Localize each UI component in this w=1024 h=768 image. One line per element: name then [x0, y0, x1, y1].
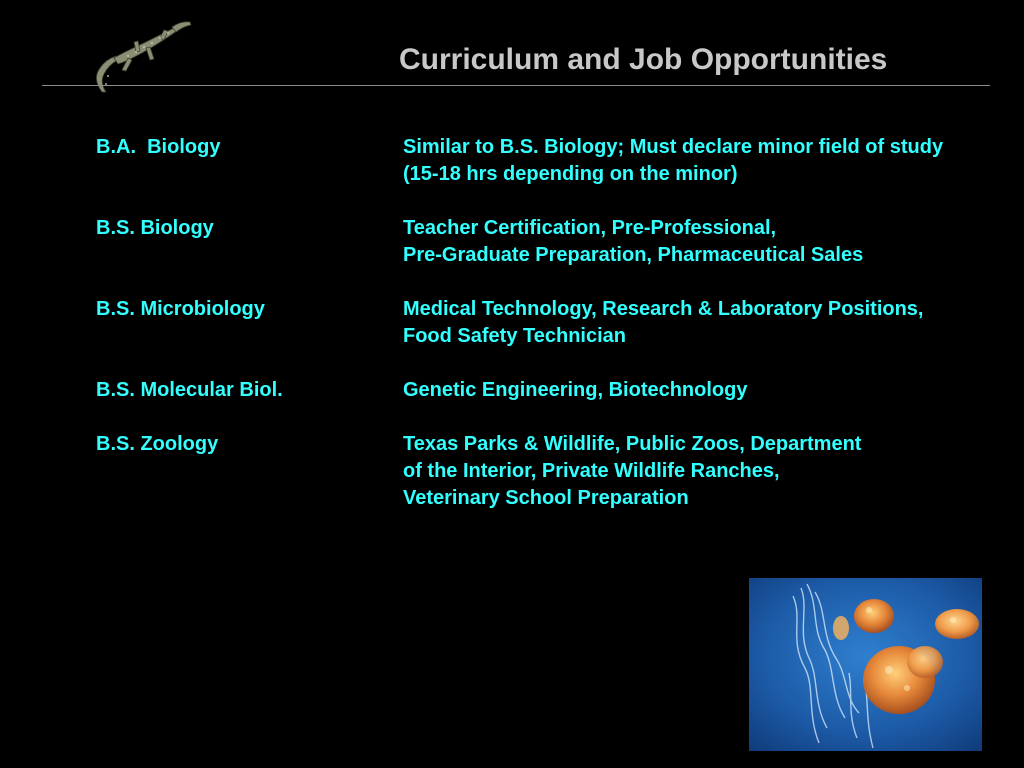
- detail-line: Teacher Certification, Pre-Professional,: [403, 217, 777, 239]
- degree-label: B.S. Biology: [96, 217, 214, 239]
- program-list: [96, 134, 1024, 539]
- program-details: [403, 134, 1024, 188]
- detail-line: Veterinary School Preparation: [403, 487, 689, 509]
- program-details: [403, 377, 1024, 404]
- jellyfish-photo: [749, 578, 982, 751]
- degree-label: B.S. Molecular Biol.: [96, 379, 283, 401]
- program-row: [96, 431, 1024, 512]
- detail-line: Similar to B.S. Biology; Must declare minor field of study: [403, 136, 944, 158]
- degree-label: B.S. Microbiology: [96, 298, 265, 320]
- detail-line: of the Interior, Private Wildlife Ranches,: [403, 460, 780, 482]
- title-divider: [42, 85, 990, 86]
- program-row: [96, 134, 1024, 188]
- detail-line: Food Safety Technician: [403, 325, 626, 347]
- slide-title: Curriculum and Job Opportunities: [399, 43, 888, 76]
- detail-line: (15-18 hrs depending on the minor): [403, 163, 738, 185]
- program-row: [96, 296, 1024, 350]
- degree-label: B.S. Zoology: [96, 433, 219, 455]
- detail-line: Medical Technology, Research & Laboratory Positions,: [403, 298, 924, 320]
- detail-line: Pre-Graduate Preparation, Pharmaceutical Sales: [403, 244, 864, 266]
- program-details: [403, 431, 1024, 512]
- degree-label: B.A. Biology: [96, 136, 221, 158]
- program-row: [96, 377, 1024, 404]
- program-details: [403, 215, 1024, 269]
- alligator-logo: [88, 18, 198, 98]
- detail-line: Genetic Engineering, Biotechnology: [403, 379, 748, 401]
- program-row: [96, 215, 1024, 269]
- detail-line: Texas Parks & Wildlife, Public Zoos, Department: [403, 433, 862, 455]
- program-details: [403, 296, 1024, 350]
